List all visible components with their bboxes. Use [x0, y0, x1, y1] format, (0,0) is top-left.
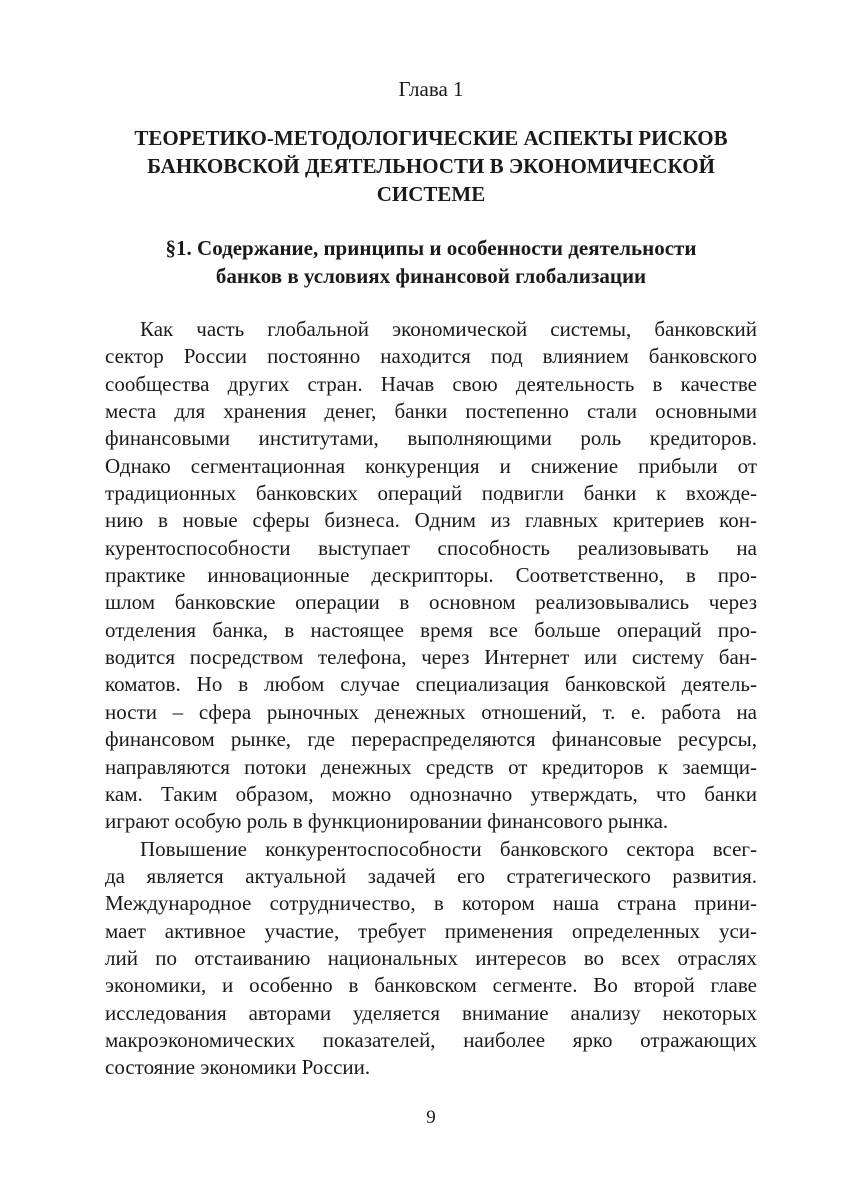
body-text [105, 316, 757, 1082]
document-page [105, 0, 757, 1182]
page-number: 9 [426, 1107, 436, 1128]
text-line: экономики, и особенно в банковском сегменте. Во второй главе [105, 973, 757, 998]
text-line: места для хранения денег, банки постепенно стали основными [105, 399, 757, 424]
chapter-title-line: СИСТЕМЕ [376, 182, 486, 206]
chapter-title-line: ТЕОРЕТИКО-МЕТОДОЛОГИЧЕСКИЕ АСПЕКТЫ РИСКОВ [134, 126, 728, 150]
text-line: шлом банковские операции в основном реализовывались через [105, 590, 757, 615]
text-line: макроэкономических показателей, наиболее ярко отражающих [105, 1027, 757, 1052]
text-line: Как часть глобальной экономической системы, банковский [140, 317, 757, 341]
paragraph-2 [105, 836, 757, 1082]
text-line: Международное сотрудничество, в котором наша страна прини- [105, 891, 757, 916]
text-line: финансовом рынке, где перераспределяются финансовые ресурсы, [105, 727, 757, 752]
text-line: традиционных банковских операций подвигли банки к вхожде- [105, 481, 757, 506]
section-title-line: банков в условиях финансовой глобализации [215, 264, 647, 288]
text-line: водится посредством телефона, через Интернет или систему бан- [105, 645, 757, 670]
text-line: сообщества других стран. Начав свою деятельность в качестве [105, 371, 757, 396]
text-line: нию в новые сферы бизнеса. Одним из главных критериев кон- [105, 508, 757, 533]
section-title [105, 234, 757, 290]
text-line: да является актуальной задачей его стратегического развития. [105, 863, 757, 888]
text-line: играют особую роль в функционировании финансового рынка. [105, 809, 669, 834]
text-line: Однако сегментационная конкуренция и снижение прибыли от [105, 453, 757, 478]
text-line: сектор России постоянно находится под влиянием банковского [105, 344, 757, 369]
text-line: лий по отстаиванию национальных интересов во всех отраслях [105, 945, 757, 970]
paragraph-1 [105, 316, 757, 836]
text-line: ности – сфера рыночных денежных отношений, т. е. работа на [105, 699, 757, 724]
text-line: коматов. Но в любом случае специализация банковской деятель- [105, 672, 757, 697]
text-line: финансовыми институтами, выполняющими роль кредиторов. [105, 426, 757, 451]
text-line: отделения банка, в настоящее время все больше операций про- [105, 617, 757, 642]
chapter-label: Глава 1 [398, 77, 464, 101]
chapter-title [105, 124, 757, 208]
text-line: направляются потоки денежных средств от кредиторов к заемщи- [105, 754, 757, 779]
chapter-title-line: БАНКОВСКОЙ ДЕЯТЕЛЬНОСТИ В ЭКОНОМИЧЕСКОЙ [147, 154, 715, 178]
text-line: исследования авторами уделяется внимание анализу некоторых [105, 1000, 757, 1025]
text-line: мает активное участие, требует применения определенных уси- [105, 918, 757, 943]
text-line: состояние экономики России. [105, 1055, 371, 1080]
text-line: курентоспособности выступает способность реализовывать на [105, 535, 757, 560]
text-line: кам. Таким образом, можно однозначно утверждать, что банки [105, 781, 757, 806]
text-line: Повышение конкурентоспособности банковского сектора всег- [140, 836, 757, 861]
section-title-line: §1. Содержание, принципы и особенности деятельности [165, 236, 697, 260]
text-line: практике инновационные дескрипторы. Соответственно, в про- [105, 563, 757, 588]
